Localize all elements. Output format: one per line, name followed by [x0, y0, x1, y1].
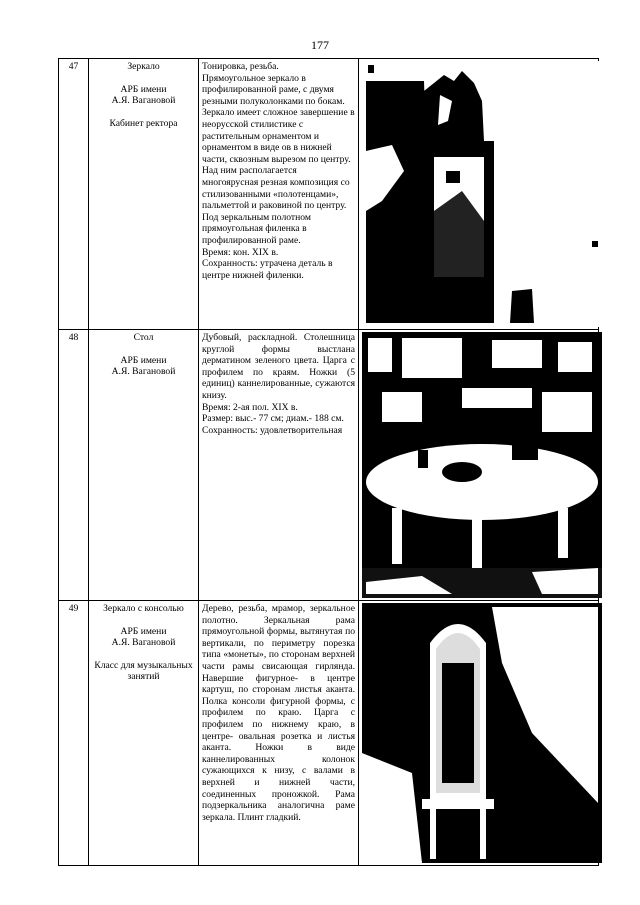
page-number: 177: [311, 38, 329, 52]
item-description-cell: [199, 59, 359, 330]
item-name: Стол: [133, 332, 154, 343]
item-number: 47: [59, 59, 89, 330]
photo-mirror-console: [362, 603, 602, 863]
catalog-table: [58, 58, 599, 866]
table-row: [59, 59, 599, 330]
item-name-cell: [89, 330, 199, 601]
item-number: 49: [59, 601, 89, 866]
item-description-cell: [199, 601, 359, 866]
item-name: Зеркало: [127, 61, 160, 72]
item-name-cell: [89, 601, 199, 866]
item-description: Тонировка, резьба. Прямоугольное зеркало в профилированной раме, с двумя резными полуколонками по бокам. Зеркало имеет сложное завершение в неорусской стилистике с растительным орнаментом и орнаментом в виде ов в нижней части, сквозным вырезом по центру. Над ним располагается многоярусная резная композиция со стилизованными «полотенцами», пальметтой и раковиной по центру. Под зеркальным полотном прямоугольная филенка в профилированной раме. Время: кон. XIX в. Сохранность: утрачена деталь в центре нижней филенки.: [202, 61, 355, 281]
item-photo-cell: [359, 330, 599, 601]
item-number: 48: [59, 330, 89, 601]
item-owner: АРБ имени А.Я. Вагановой: [111, 83, 176, 107]
item-owner: АРБ имени А.Я. Вагановой: [111, 625, 176, 649]
table-row: [59, 601, 599, 866]
table-row: [59, 330, 599, 601]
item-name: Зеркало с консолью: [103, 603, 184, 614]
item-description: Дерево, резьба, мрамор, зеркальное полотно. Зеркальная рама прямоугольной формы, вытянутая по вертикали, по периметру порезка типа «монеты», по сторонам верхней части рамы свисающая гирлянда. Навершие фигурное- в центре картуш, по сторонам листья аканта. Полка консоли фигурной формы, с профилем по краю. Царга с профилем по нижнему краю, в центре- овальная розетка и листья аканта. Ножки в виде каннелированных колонок сужающихся к низу, с валами в верхней и нижней части, соединенных проножкой. Рама подзеркальника аналогична раме зеркала. Плинт гладкий.: [202, 603, 355, 823]
item-description-cell: [199, 330, 359, 601]
item-photo-cell: [359, 59, 599, 330]
item-photo-cell: [359, 601, 599, 866]
item-owner: АРБ имени А.Я. Вагановой: [111, 354, 176, 378]
item-description: Дубовый, раскладной. Столешница круглой формы выстлана дерматином зеленого цвета. Царга с профилем по краям. Ножки (5 единиц) каннелированные, сужаются книзу. Время: 2-ая пол. XIX в. Размер: выс.- 77 см; диам.- 188 см. Сохранность: удовлетворительная: [202, 332, 355, 436]
item-location: Кабинет ректора: [109, 117, 178, 129]
item-name-cell: [89, 59, 199, 330]
photo-round-table: [362, 332, 602, 598]
photo-mirror-carved: [362, 61, 602, 327]
item-location: Класс для музыкальных занятий: [94, 659, 193, 683]
